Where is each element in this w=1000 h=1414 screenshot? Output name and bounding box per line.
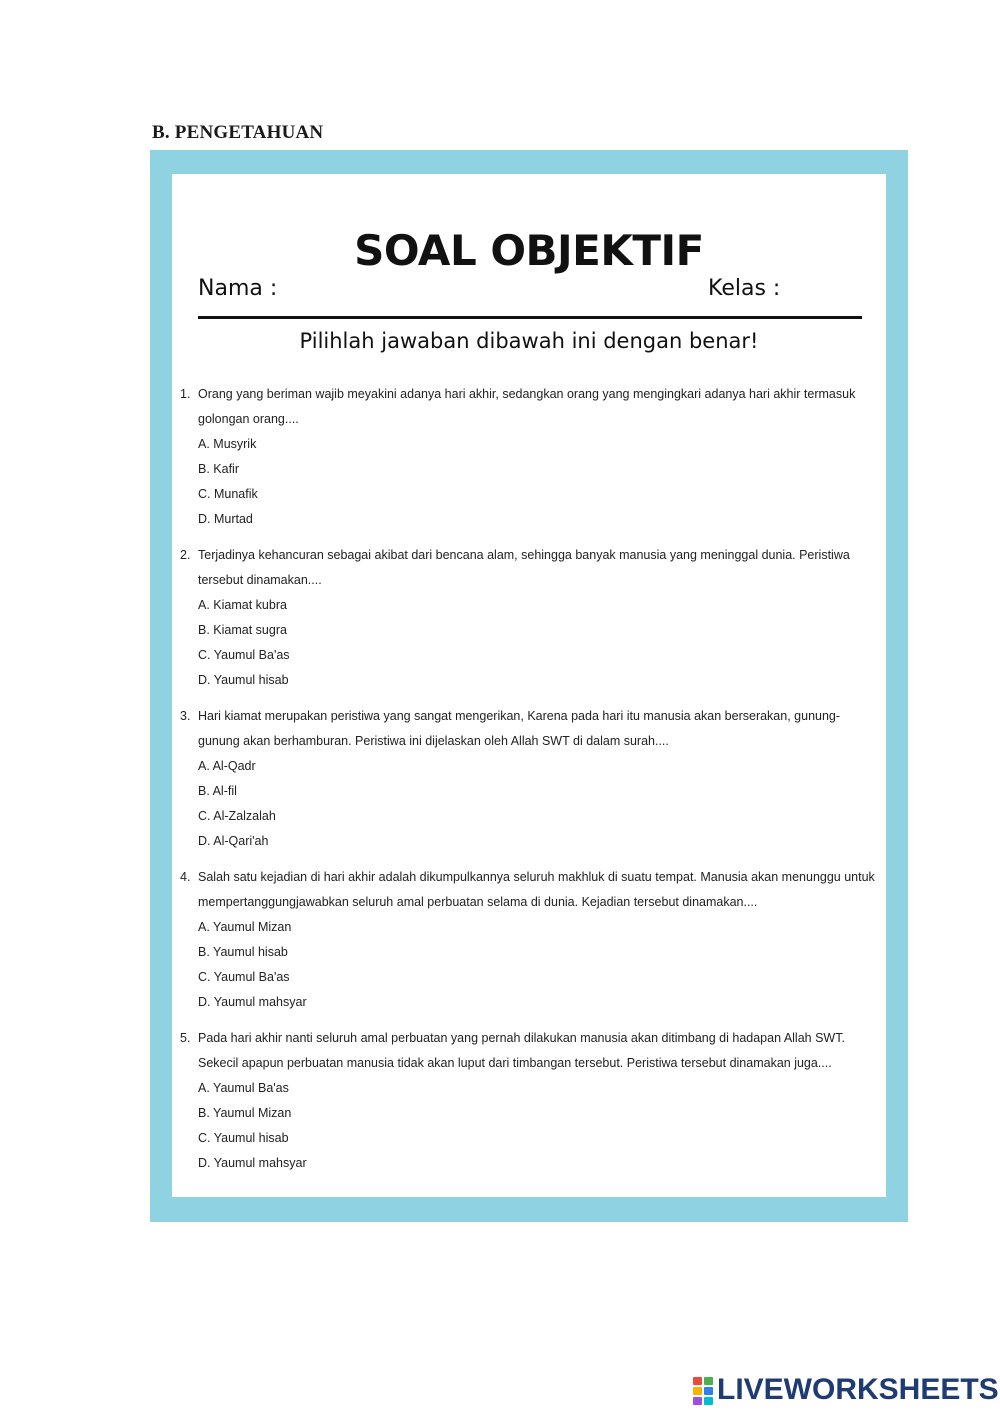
worksheet-frame: [150, 150, 908, 1222]
question-number: 1.: [180, 387, 191, 401]
answer-option[interactable]: C. Yaumul hisab: [198, 1131, 289, 1145]
answer-option[interactable]: A. Yaumul Mizan: [198, 920, 292, 934]
brand-text: LIVEWORKSHEETS: [717, 1373, 999, 1406]
answer-option[interactable]: D. Yaumul mahsyar: [198, 1156, 307, 1170]
answer-option[interactable]: C. Yaumul Ba'as: [198, 970, 290, 984]
question-item: [180, 865, 880, 1015]
worksheet-title: SOAL OBJEKTIF: [354, 226, 704, 275]
answer-option[interactable]: D. Murtad: [198, 512, 253, 526]
question-text: Pada hari akhir nanti seluruh amal perbuatan yang pernah dilakukan manusia akan ditimbang di hadapan Allah SWT. Sekecil apapun perbuatan manusia tidak akan luput dari timbangan tersebut. Peristiwa tersebut dinamakan juga....: [198, 1031, 845, 1070]
question-number: 2.: [180, 548, 191, 562]
class-label: Kelas :: [708, 276, 781, 301]
answer-option[interactable]: A. Musyrik: [198, 437, 257, 451]
answer-option[interactable]: C. Al-Zalzalah: [198, 809, 276, 823]
answer-option[interactable]: A. Al-Qadr: [198, 759, 256, 773]
question-text: Terjadinya kehancuran sebagai akibat dari bencana alam, sehingga banyak manusia yang meninggal dunia. Peristiwa tersebut dinamakan....: [198, 548, 850, 587]
answer-option[interactable]: A. Kiamat kubra: [198, 598, 287, 612]
answer-option[interactable]: C. Munafik: [198, 487, 258, 501]
name-class-row: [198, 276, 862, 319]
question-text: Orang yang beriman wajib meyakini adanya hari akhir, sedangkan orang yang mengingkari adanya hari akhir termasuk golongan orang....: [198, 387, 856, 426]
name-label: Nama :: [198, 276, 278, 301]
question-number: 3.: [180, 709, 191, 723]
question-number: 5.: [180, 1031, 191, 1045]
liveworksheets-brand: [693, 1373, 999, 1407]
answer-option[interactable]: B. Yaumul Mizan: [198, 1106, 292, 1120]
answer-option[interactable]: B. Kiamat sugra: [198, 623, 287, 637]
question-item: [180, 382, 880, 532]
section-heading: B. PENGETAHUAN: [152, 122, 324, 143]
answer-option[interactable]: B. Al-fil: [198, 784, 237, 798]
question-item: [180, 543, 880, 693]
question-item: [180, 704, 880, 854]
question-list: [180, 382, 880, 1187]
answer-option[interactable]: B. Yaumul hisab: [198, 945, 288, 959]
answer-option[interactable]: A. Yaumul Ba'as: [198, 1081, 289, 1095]
answer-option[interactable]: D. Yaumul hisab: [198, 673, 289, 687]
question-text: Hari kiamat merupakan peristiwa yang sangat mengerikan, Karena pada hari itu manusia akan berserakan, gunung-gunung akan berhamburan. Peristiwa ini dijelaskan oleh Allah SWT di dalam surah....: [198, 709, 841, 748]
worksheet-sheet: [172, 174, 886, 1197]
instruction-text: Pilihlah jawaban dibawah ini dengan benar!: [299, 329, 759, 353]
question-item: [180, 1026, 880, 1176]
answer-option[interactable]: C. Yaumul Ba'as: [198, 648, 290, 662]
answer-option[interactable]: D. Yaumul mahsyar: [198, 995, 307, 1009]
question-text: Salah satu kejadian di hari akhir adalah dikumpulkannya seluruh makhluk di suatu tempat. Manusia akan menunggu untuk mempertanggungjawabkan seluruh amal perbuatan selama di dunia. Kejadian tersebut dinamakan....: [198, 870, 875, 909]
answer-option[interactable]: B. Kafir: [198, 462, 239, 476]
answer-option[interactable]: D. Al-Qari'ah: [198, 834, 269, 848]
question-number: 4.: [180, 870, 191, 884]
liveworksheets-logo-icon: [693, 1377, 713, 1403]
